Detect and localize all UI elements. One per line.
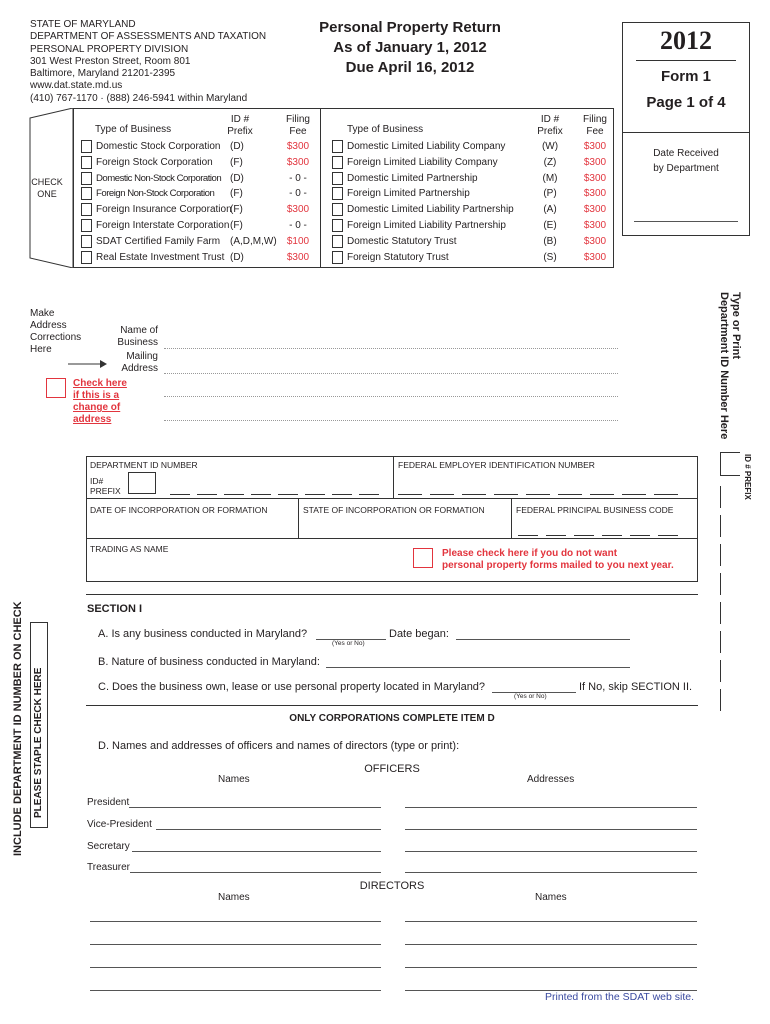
business-type-checkbox[interactable] — [332, 156, 343, 169]
table-col-divider — [393, 456, 394, 498]
form-title-line: Personal Property Return — [319, 19, 501, 36]
agency-line: Baltimore, Maryland 21201-2395 — [30, 68, 176, 80]
date-began-field[interactable] — [456, 639, 630, 640]
business-type-name: Domestic Stock Corporation — [96, 141, 221, 152]
mailing-address-field-2[interactable] — [164, 396, 618, 397]
digit-slot[interactable] — [359, 494, 379, 495]
id-prefix-text: PREFIX — [90, 486, 121, 496]
officers-names-header: Names — [218, 774, 250, 785]
business-type-checkbox[interactable] — [332, 187, 343, 200]
business-type-prefix: (A) — [543, 204, 557, 216]
form-title-line: Due April 16, 2012 — [345, 59, 475, 76]
business-type-checkbox[interactable] — [81, 156, 92, 169]
agency-line: PERSONAL PROPERTY DIVISION — [30, 43, 189, 55]
business-type-checkbox[interactable] — [332, 235, 343, 248]
business-type-prefix: (F) — [230, 220, 243, 231]
dept-id-label: DEPARTMENT ID NUMBER — [90, 460, 198, 470]
check-one-text: CHECK — [31, 177, 63, 187]
business-type-checkbox[interactable] — [332, 251, 343, 264]
dept-id-here-text: Department ID Number Here — [718, 292, 730, 440]
business-type-name: Foreign Stock Corporation — [96, 156, 213, 168]
business-type-name: SDAT Certified Family Farm — [96, 235, 221, 247]
treasurer-name-field[interactable] — [130, 872, 381, 873]
vice-president-address-field[interactable] — [405, 829, 697, 830]
question-d: D. Names and addresses of officers and names of directors (type or print): — [98, 740, 460, 752]
director-name-field-2[interactable] — [405, 921, 697, 922]
id-prefix-text: ID# — [90, 476, 104, 486]
business-type-name: Domestic Limited Partnership — [347, 172, 478, 184]
treasurer-address-field[interactable] — [405, 872, 697, 873]
side-digit-slot[interactable] — [720, 544, 721, 566]
header-fee-left — [278, 114, 318, 138]
digit-slot[interactable] — [197, 494, 217, 495]
business-type-checkbox[interactable] — [332, 219, 343, 232]
digit-slot[interactable] — [654, 494, 678, 495]
digit-slot[interactable] — [224, 494, 244, 495]
business-type-checkbox[interactable] — [81, 203, 92, 216]
business-type-fee: $300 — [286, 251, 310, 263]
business-type-name: Foreign Interstate Corporation — [96, 220, 230, 231]
business-type-checkbox[interactable] — [81, 235, 92, 248]
digit-slot[interactable] — [170, 494, 190, 495]
header-fee-text: Filing — [286, 114, 310, 125]
digit-slot[interactable] — [590, 494, 614, 495]
digit-slot[interactable] — [462, 494, 486, 495]
agency-line: 301 West Preston Street, Room 801 — [30, 55, 191, 67]
table-col-divider — [298, 498, 299, 538]
business-type-name: Foreign Limited Liability Partnership — [347, 220, 506, 231]
agency-line: STATE OF MARYLAND — [30, 19, 136, 30]
business-type-checkbox[interactable] — [81, 187, 92, 200]
director-name-field-5[interactable] — [90, 967, 381, 968]
header-fee-text: Fee — [586, 126, 604, 137]
business-type-fee: $300 — [286, 204, 310, 216]
business-type-fee: $300 — [583, 204, 607, 216]
business-type-prefix: (B) — [543, 235, 557, 247]
type-or-print-vertical — [718, 292, 742, 439]
header-id-text: Prefix — [537, 126, 563, 137]
digit-slot[interactable] — [546, 535, 566, 536]
business-type-name: Domestic Non-Stock Corporation — [96, 172, 222, 184]
president-address-field[interactable] — [405, 807, 697, 808]
business-type-checkbox[interactable] — [332, 203, 343, 216]
header-id-text: ID # — [230, 114, 250, 125]
check-one-text: ONE — [37, 189, 57, 199]
vice-president-name-field[interactable] — [156, 829, 381, 830]
principal-code-label: FEDERAL PRINCIPAL BUSINESS CODE — [516, 505, 674, 515]
president-label: President — [87, 797, 130, 808]
secretary-label: Secretary — [87, 841, 130, 852]
side-digit-slot[interactable] — [720, 486, 721, 508]
business-type-prefix: (D) — [230, 251, 244, 263]
business-type-fee: $300 — [583, 220, 607, 231]
no-mail-line: Please check here if you do not want — [442, 548, 618, 559]
business-type-prefix: (D) — [230, 172, 244, 184]
digit-slot[interactable] — [558, 494, 582, 495]
business-type-prefix: (W) — [541, 141, 559, 152]
question-c: C. Does the business own, lease or use personal property located in Maryland? — [98, 681, 486, 693]
table-center-divider — [320, 108, 321, 268]
business-type-checkbox[interactable] — [332, 140, 343, 153]
form-number: Form 1 — [660, 68, 711, 85]
make-corrections-line: Make — [30, 308, 55, 319]
check-one-label — [29, 176, 65, 200]
table-row-divider — [86, 538, 698, 539]
vice-president-label: Vice-President — [87, 819, 152, 830]
staple-check-vertical: PLEASE STAPLE CHECK HERE — [33, 667, 44, 818]
include-id-vertical: INCLUDE DEPARTMENT ID NUMBER ON CHECK — [12, 601, 24, 856]
business-type-name: Foreign Insurance Corporation — [96, 204, 232, 216]
director-name-field-7[interactable] — [90, 990, 381, 991]
no-mail-line: personal property forms mailed to you next year. — [442, 560, 674, 571]
agency-line: (410) 767-1170 · (888) 246-5941 within Maryland — [30, 92, 248, 104]
header-type-right: Type of Business — [347, 124, 424, 135]
business-type-name: Foreign Non-Stock Corporation — [96, 188, 215, 200]
digit-slot[interactable] — [430, 494, 454, 495]
question-a: A. Is any business conducted in Maryland? — [98, 628, 308, 640]
right-arrow-icon — [68, 358, 108, 370]
business-name-field[interactable] — [164, 348, 618, 349]
date-inc-label: DATE OF INCORPORATION OR FORMATION — [90, 505, 268, 515]
question-b: B. Nature of business conducted in Maryland: — [98, 656, 320, 668]
director-name-field-4[interactable] — [405, 944, 697, 945]
business-type-checkbox[interactable] — [332, 172, 343, 185]
mailing-label-line: Mailing — [126, 351, 158, 362]
agency-line: DEPARTMENT OF ASSESSMENTS AND TAXATION — [30, 31, 267, 43]
business-type-checkbox[interactable] — [81, 140, 92, 153]
digit-slot[interactable] — [332, 494, 352, 495]
business-type-prefix: (Z) — [543, 156, 557, 168]
president-name-field[interactable] — [129, 807, 381, 808]
directors-heading: DIRECTORS — [359, 880, 425, 892]
form-year: 2012 — [660, 26, 712, 55]
type-or-print-text: Type or Print — [730, 292, 742, 360]
directors-names-header-right: Names — [535, 892, 567, 903]
director-name-field-6[interactable] — [405, 967, 697, 968]
business-type-prefix: (M) — [542, 172, 558, 184]
business-type-fee: $300 — [583, 172, 607, 184]
date-received-line: by Department — [653, 163, 719, 174]
business-type-fee: $300 — [286, 141, 310, 152]
business-type-prefix: (A,D,M,W) — [230, 235, 277, 247]
date-received-line: Date Received — [653, 148, 719, 159]
digit-slot[interactable] — [398, 494, 422, 495]
business-type-name: Foreign Limited Partnership — [347, 188, 470, 200]
table-col-divider — [511, 498, 512, 538]
no-mail-checkbox[interactable] — [413, 548, 433, 568]
date-began-label: Date began: — [389, 628, 449, 640]
business-type-fee: $300 — [286, 156, 310, 168]
header-fee-text: Filing — [583, 114, 607, 125]
date-received-label — [622, 146, 750, 176]
section-divider-top — [86, 594, 698, 595]
no-mail-label — [442, 548, 674, 572]
business-type-name: Foreign Limited Liability Company — [347, 156, 498, 168]
mailing-address-label — [110, 351, 158, 375]
id-prefix-box[interactable] — [720, 452, 740, 476]
table-row-divider — [86, 498, 698, 499]
digit-slot[interactable] — [602, 535, 622, 536]
business-type-prefix: (S) — [543, 251, 557, 263]
business-type-fee: - 0 - — [289, 188, 307, 200]
header-type-left: Type of Business — [95, 124, 172, 135]
form-title — [300, 18, 520, 78]
director-name-field-1[interactable] — [90, 921, 381, 922]
digit-slot[interactable] — [630, 535, 650, 536]
section-1-heading: SECTION I — [87, 603, 143, 615]
address-change-line: change of — [73, 402, 121, 413]
business-type-fee: - 0 - — [289, 220, 307, 231]
address-change-line: Check here — [73, 378, 127, 389]
business-type-fee: $300 — [583, 251, 607, 263]
header-id-right — [530, 114, 570, 138]
business-type-prefix: (E) — [543, 220, 557, 231]
business-type-checkbox[interactable] — [81, 219, 92, 232]
side-digit-slot[interactable] — [720, 573, 721, 595]
business-type-fee: $300 — [583, 235, 607, 247]
page-number: Page 1 of 4 — [646, 94, 726, 111]
digit-slot[interactable] — [518, 535, 538, 536]
mailing-address-field-1[interactable] — [164, 373, 618, 374]
skip-section-note: If No, skip SECTION II. — [579, 681, 693, 693]
business-type-fee: $100 — [286, 235, 310, 247]
question-b-answer-field[interactable] — [326, 667, 630, 668]
business-type-name: Real Estate Investment Trust — [96, 251, 225, 263]
digit-slot[interactable] — [658, 535, 678, 536]
date-received-rule — [634, 221, 738, 222]
address-change-checkbox[interactable] — [46, 378, 66, 398]
id-prefix-label — [90, 476, 121, 496]
address-change-line: address — [73, 414, 112, 425]
officers-addresses-header: Addresses — [527, 774, 575, 785]
business-type-prefix: (P) — [543, 188, 557, 200]
directors-names-header-left: Names — [218, 892, 250, 903]
business-type-name: Domestic Statutory Trust — [347, 235, 457, 247]
agency-line: www.dat.state.md.us — [30, 80, 123, 92]
side-digit-slot[interactable] — [720, 660, 721, 682]
header-id-text: Prefix — [227, 126, 253, 137]
side-digit-slot[interactable] — [720, 602, 721, 624]
business-type-fee: $300 — [583, 156, 607, 168]
make-corrections-label — [30, 308, 81, 356]
name-of-business-label — [110, 325, 158, 349]
digit-slot[interactable] — [574, 535, 594, 536]
yes-or-no-hint: (Yes or No) — [332, 640, 365, 647]
secretary-address-field[interactable] — [405, 851, 697, 852]
address-change-line: if this is a — [73, 390, 120, 401]
make-corrections-line: Here — [30, 344, 52, 355]
only-corporations-heading: ONLY CORPORATIONS COMPLETE ITEM D — [289, 713, 495, 724]
business-type-fee: - 0 - — [289, 172, 307, 184]
business-type-prefix: (F) — [230, 204, 243, 216]
treasurer-label: Treasurer — [87, 862, 130, 873]
director-name-field-3[interactable] — [90, 944, 381, 945]
business-type-name: Domestic Limited Liability Partnership — [347, 204, 514, 216]
digit-slot[interactable] — [622, 494, 646, 495]
business-type-prefix: (F) — [230, 188, 243, 200]
business-type-fee: $300 — [583, 141, 607, 152]
trading-as-label: TRADING AS NAME — [90, 544, 169, 554]
digit-slot[interactable] — [251, 494, 271, 495]
header-fee-text: Fee — [289, 126, 307, 137]
form-title-line: As of January 1, 2012 — [333, 39, 487, 56]
business-type-name: Domestic Limited Liability Company — [347, 141, 506, 152]
make-corrections-line: Corrections — [30, 332, 82, 343]
fein-label: FEDERAL EMPLOYER IDENTIFICATION NUMBER — [398, 460, 595, 470]
header-fee-right — [575, 114, 615, 138]
business-type-prefix: (D) — [230, 141, 244, 152]
digit-slot[interactable] — [305, 494, 325, 495]
header-id-text: ID # — [540, 114, 560, 125]
side-digit-slot[interactable] — [720, 515, 721, 537]
secretary-name-field[interactable] — [132, 851, 381, 852]
agency-address-block — [30, 19, 266, 105]
year-divider — [636, 60, 736, 61]
digit-slot[interactable] — [278, 494, 298, 495]
business-type-name: Foreign Statutory Trust — [347, 251, 449, 263]
mailing-address-field-3[interactable] — [164, 420, 618, 421]
business-type-checkbox[interactable] — [81, 172, 92, 185]
address-change-label — [73, 378, 127, 426]
business-type-fee: $300 — [583, 188, 607, 200]
id-prefix-vertical: ID # PREFIX — [743, 454, 752, 500]
footer-note: Printed from the SDAT web site. — [545, 991, 695, 1003]
name-label-line: Name of — [120, 325, 158, 336]
yes-or-no-hint-c: (Yes or No) — [514, 693, 547, 700]
id-prefix-input[interactable] — [128, 472, 156, 494]
state-inc-label: STATE OF INCORPORATION OR FORMATION — [303, 505, 485, 515]
business-type-checkbox[interactable] — [81, 251, 92, 264]
side-digit-slot[interactable] — [720, 631, 721, 653]
digit-slot[interactable] — [494, 494, 518, 495]
mailing-label-line: Address — [121, 363, 158, 374]
officers-heading: OFFICERS — [364, 763, 420, 775]
business-type-prefix: (F) — [230, 156, 243, 168]
name-label-line: Business — [117, 337, 158, 348]
header-id-left — [220, 114, 260, 138]
make-corrections-line: Address — [30, 320, 67, 331]
digit-slot[interactable] — [526, 494, 550, 495]
side-digit-slot[interactable] — [720, 689, 721, 711]
section-divider-mid — [86, 705, 698, 706]
